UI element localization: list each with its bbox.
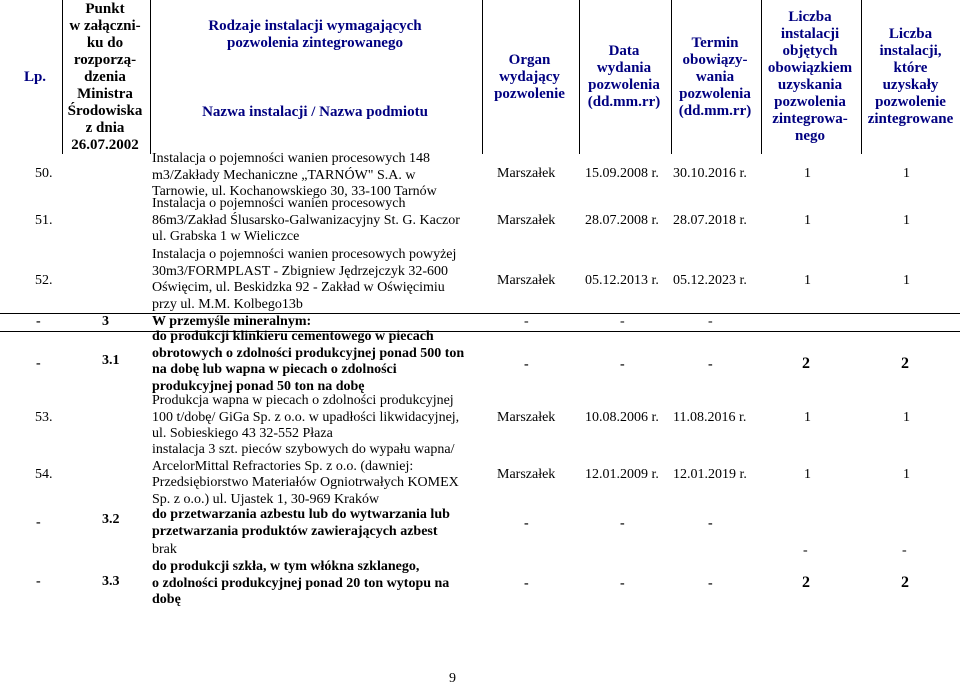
row-description <box>152 196 467 246</box>
row-description-line: 100 t/dobę/ GiGa Sp. z o.o. w upadłości likwidacyjnej, <box>152 409 460 425</box>
row-lp: - <box>36 356 41 371</box>
row-description <box>152 507 467 540</box>
row-count-objetych: 1 <box>804 410 811 425</box>
row-description-line: dobę <box>152 592 181 607</box>
header-punkt-line: 26.07.2002 <box>71 136 139 153</box>
header-lp <box>10 0 60 154</box>
row-count-objetych: 1 <box>804 467 811 482</box>
row-count-uzyskaly: 2 <box>901 574 909 591</box>
row-description <box>152 247 467 313</box>
row-description-line: o zdolności produkcyjnej ponad 20 ton wytopu na <box>152 575 450 591</box>
row-organ: - <box>524 576 529 591</box>
row-description-line: Instalacja o pojemności wanien procesowych <box>152 196 406 211</box>
row-termin: - <box>708 357 713 372</box>
row-description-line: brak <box>152 542 177 557</box>
row-description-line: Produkcja wapna w piecach o zdolności produkcyjnej <box>152 393 454 408</box>
row-count-uzyskaly: 1 <box>903 166 910 181</box>
header-punkt-line: Ministra <box>77 85 133 102</box>
row-description-line: produkcyjnej ponad 50 ton na dobę <box>152 378 365 394</box>
row-description-line: Instalacja o pojemności wanien procesowych 148 <box>152 151 430 166</box>
header-nazwa <box>150 70 480 154</box>
header-punkt-line: z dnia <box>85 119 125 136</box>
row-data: - <box>620 576 625 591</box>
row-description-line: przy ul. M.M. Kolbego13b <box>152 296 303 312</box>
row-description <box>152 329 467 395</box>
header-termin-line: pozwolenia <box>679 85 751 102</box>
row-data: 15.09.2008 r. <box>585 166 659 181</box>
header-punkt-line: Punkt <box>85 0 125 17</box>
header-liczba-objetych-line: obowiązkiem <box>767 60 853 76</box>
header-organ <box>482 0 577 154</box>
header-nazwa-label: Nazwa instalacji / Nazwa podmiotu <box>202 103 428 120</box>
row-punkt: 3.2 <box>102 512 120 527</box>
header-data-line: (dd.mm.rr) <box>587 94 661 110</box>
header-liczba-objetych-line: zintegrowa- <box>772 111 848 127</box>
row-description-line: obrotowych o zdolności produkcyjnej ponad 500 ton <box>152 345 465 361</box>
header-data <box>579 0 669 154</box>
header-liczba-uzyskaly-line: instalacji, <box>879 43 942 59</box>
header-organ-line: wydający <box>499 68 560 85</box>
row-description-line: ul. Sobieskiego 43 32-552 Płaza <box>152 426 333 441</box>
row-description-line: ArcelorMittal Refractories Sp. z o.o. (dawniej: <box>152 458 414 474</box>
header-liczba-uzyskaly <box>861 0 960 154</box>
row-organ: - <box>524 314 529 329</box>
row-description-line: W przemyśle mineralnym: <box>152 314 312 329</box>
row-count-objetych: - <box>803 543 808 558</box>
row-termin: 28.07.2018 r. <box>673 213 747 228</box>
row-description-line: 86m3/Zakład Ślusarsko-Galwanizacyjny St. G. Kaczor <box>152 212 460 228</box>
row-data: 28.07.2008 r. <box>585 213 659 228</box>
row-description-line: przetwarzania produktów zawierających azbest <box>152 523 438 539</box>
row-lp: 53. <box>35 410 53 425</box>
row-data: 10.08.2006 r. <box>585 410 659 425</box>
row-count-uzyskaly: 1 <box>903 213 910 228</box>
row-data: 05.12.2013 r. <box>585 273 659 288</box>
row-data: - <box>620 516 625 531</box>
header-liczba-uzyskaly-line: zintegrowane <box>867 111 954 127</box>
row-termin: - <box>708 516 713 531</box>
row-count-objetych: 2 <box>802 574 810 591</box>
header-termin-line: (dd.mm.rr) <box>678 102 752 119</box>
header-organ-line: pozwolenie <box>494 85 565 102</box>
header-lp-label: Lp. <box>23 68 47 85</box>
row-divider <box>0 331 960 332</box>
header-liczba-objetych-line: pozwolenia <box>774 94 846 110</box>
header-data-line: pozwolenia <box>588 77 660 93</box>
row-description-line: na dobę lub wapna w piecach o zdolności <box>152 362 397 377</box>
row-count-uzyskaly: - <box>902 543 907 558</box>
row-description-line: do produkcji szkła, w tym włókna szklanego, <box>152 559 420 574</box>
row-count-objetych: 1 <box>804 273 811 288</box>
row-divider <box>0 313 960 314</box>
row-data: - <box>620 357 625 372</box>
row-organ: Marszałek <box>497 467 556 482</box>
row-punkt: 3.1 <box>102 353 120 368</box>
header-liczba-uzyskaly-line: Liczba <box>888 26 933 42</box>
row-count-uzyskaly: 1 <box>903 410 910 425</box>
row-termin: 12.01.2019 r. <box>673 467 747 482</box>
row-description-line: m3/Zakłady Mechaniczne „TARNÓW" S.A. w <box>152 167 416 183</box>
header-liczba-uzyskaly-line: pozwolenie <box>875 94 946 110</box>
header-liczba-objetych-line: nego <box>794 128 825 144</box>
row-description-line: Sp. z o.o.) ul. Ujastek 1, 30-969 Kraków <box>152 491 380 507</box>
header-punkt-line: dzenia <box>84 68 126 85</box>
header-rodzaje-line: pozwolenia zintegrowanego <box>227 35 403 51</box>
header-termin-line: wania <box>695 68 735 85</box>
row-lp: 51. <box>35 213 53 228</box>
row-data: - <box>620 314 625 329</box>
row-organ: Marszałek <box>497 273 556 288</box>
header-rodzaje-line: Rodzaje instalacji wymagających <box>208 18 422 34</box>
header-organ-line: Organ <box>508 51 551 68</box>
row-description-line: Oświęcim, ul. Beskidzka 92 - Zakład w Oświęcimiu <box>152 280 445 295</box>
row-termin: 11.08.2016 r. <box>673 410 747 425</box>
header-liczba-uzyskaly-line: uzyskały <box>882 77 939 93</box>
row-organ: Marszałek <box>497 166 556 181</box>
header-termin-line: Termin <box>691 34 739 51</box>
row-lp: 54. <box>35 467 53 482</box>
header-liczba-objetych-line: Liczba <box>788 9 832 25</box>
row-termin: - <box>708 314 713 329</box>
header-data-line: wydania <box>596 60 652 76</box>
row-punkt: 3.3 <box>102 574 120 589</box>
row-description <box>152 559 467 609</box>
row-lp: - <box>36 314 41 329</box>
row-organ: Marszałek <box>497 410 556 425</box>
header-liczba-objetych-line: uzyskania <box>777 77 843 93</box>
row-termin: 05.12.2023 r. <box>673 273 747 288</box>
header-termin <box>671 0 759 154</box>
row-termin: 30.10.2016 r. <box>673 166 747 181</box>
row-description <box>152 393 467 443</box>
header-liczba-objetych-line: instalacji <box>780 26 840 42</box>
row-count-objetych: 2 <box>802 355 810 372</box>
header-punkt-line: w załączni- <box>69 17 141 34</box>
row-count-uzyskaly: 1 <box>903 273 910 288</box>
row-description-line: Przedsiębiorstwo Materiałów Ogniotrwałych KOMEX <box>152 475 459 490</box>
row-lp: 52. <box>35 273 53 288</box>
row-lp: - <box>36 515 41 530</box>
row-data: 12.01.2009 r. <box>585 467 659 482</box>
row-count-objetych: 1 <box>804 213 811 228</box>
row-description-line: Tarnowie, ul. Kochanowskiego 30, 33-100 Tarnów <box>152 184 437 199</box>
row-organ: Marszałek <box>497 213 556 228</box>
header-rodzaje <box>150 0 480 70</box>
row-description-line: ul. Grabska 1 w Wieliczce <box>152 229 300 244</box>
row-lp: - <box>36 574 41 589</box>
row-description-line: instalacja 3 szt. pieców szybowych do wypału wapna/ <box>152 442 455 457</box>
row-description-line: 30m3/FORMPLAST - Zbigniew Jędrzejczyk 32-600 <box>152 263 449 279</box>
header-punkt-line: ku do <box>86 34 124 51</box>
row-description <box>152 542 467 559</box>
header-liczba-uzyskaly-line: które <box>893 60 928 76</box>
row-description-line: Instalacja o pojemności wanien procesowych powyżej <box>152 247 457 262</box>
row-count-uzyskaly: 1 <box>903 467 910 482</box>
page-number: 9 <box>449 671 456 686</box>
header-liczba-objetych-line: objętych <box>782 43 838 59</box>
row-organ: - <box>524 357 529 372</box>
header-termin-line: obowiązy- <box>682 51 748 68</box>
row-count-objetych: 1 <box>804 166 811 181</box>
row-organ: - <box>524 516 529 531</box>
row-termin: - <box>708 576 713 591</box>
header-liczba-objetych <box>761 0 859 154</box>
header-data-line: Data <box>608 43 640 59</box>
row-count-uzyskaly: 2 <box>901 355 909 372</box>
row-description-line: do produkcji klinkieru cementowego w piecach <box>152 329 434 344</box>
header-punkt-line: rozporzą- <box>73 51 137 68</box>
row-description <box>152 442 467 508</box>
row-punkt: 3 <box>102 314 109 329</box>
row-description <box>152 151 467 201</box>
header-punkt-line: Środowiska <box>67 102 143 119</box>
header-punkt <box>62 0 148 154</box>
row-description-line: do przetwarzania azbestu lub do wytwarzania lub <box>152 507 450 522</box>
row-lp: 50. <box>35 166 53 181</box>
